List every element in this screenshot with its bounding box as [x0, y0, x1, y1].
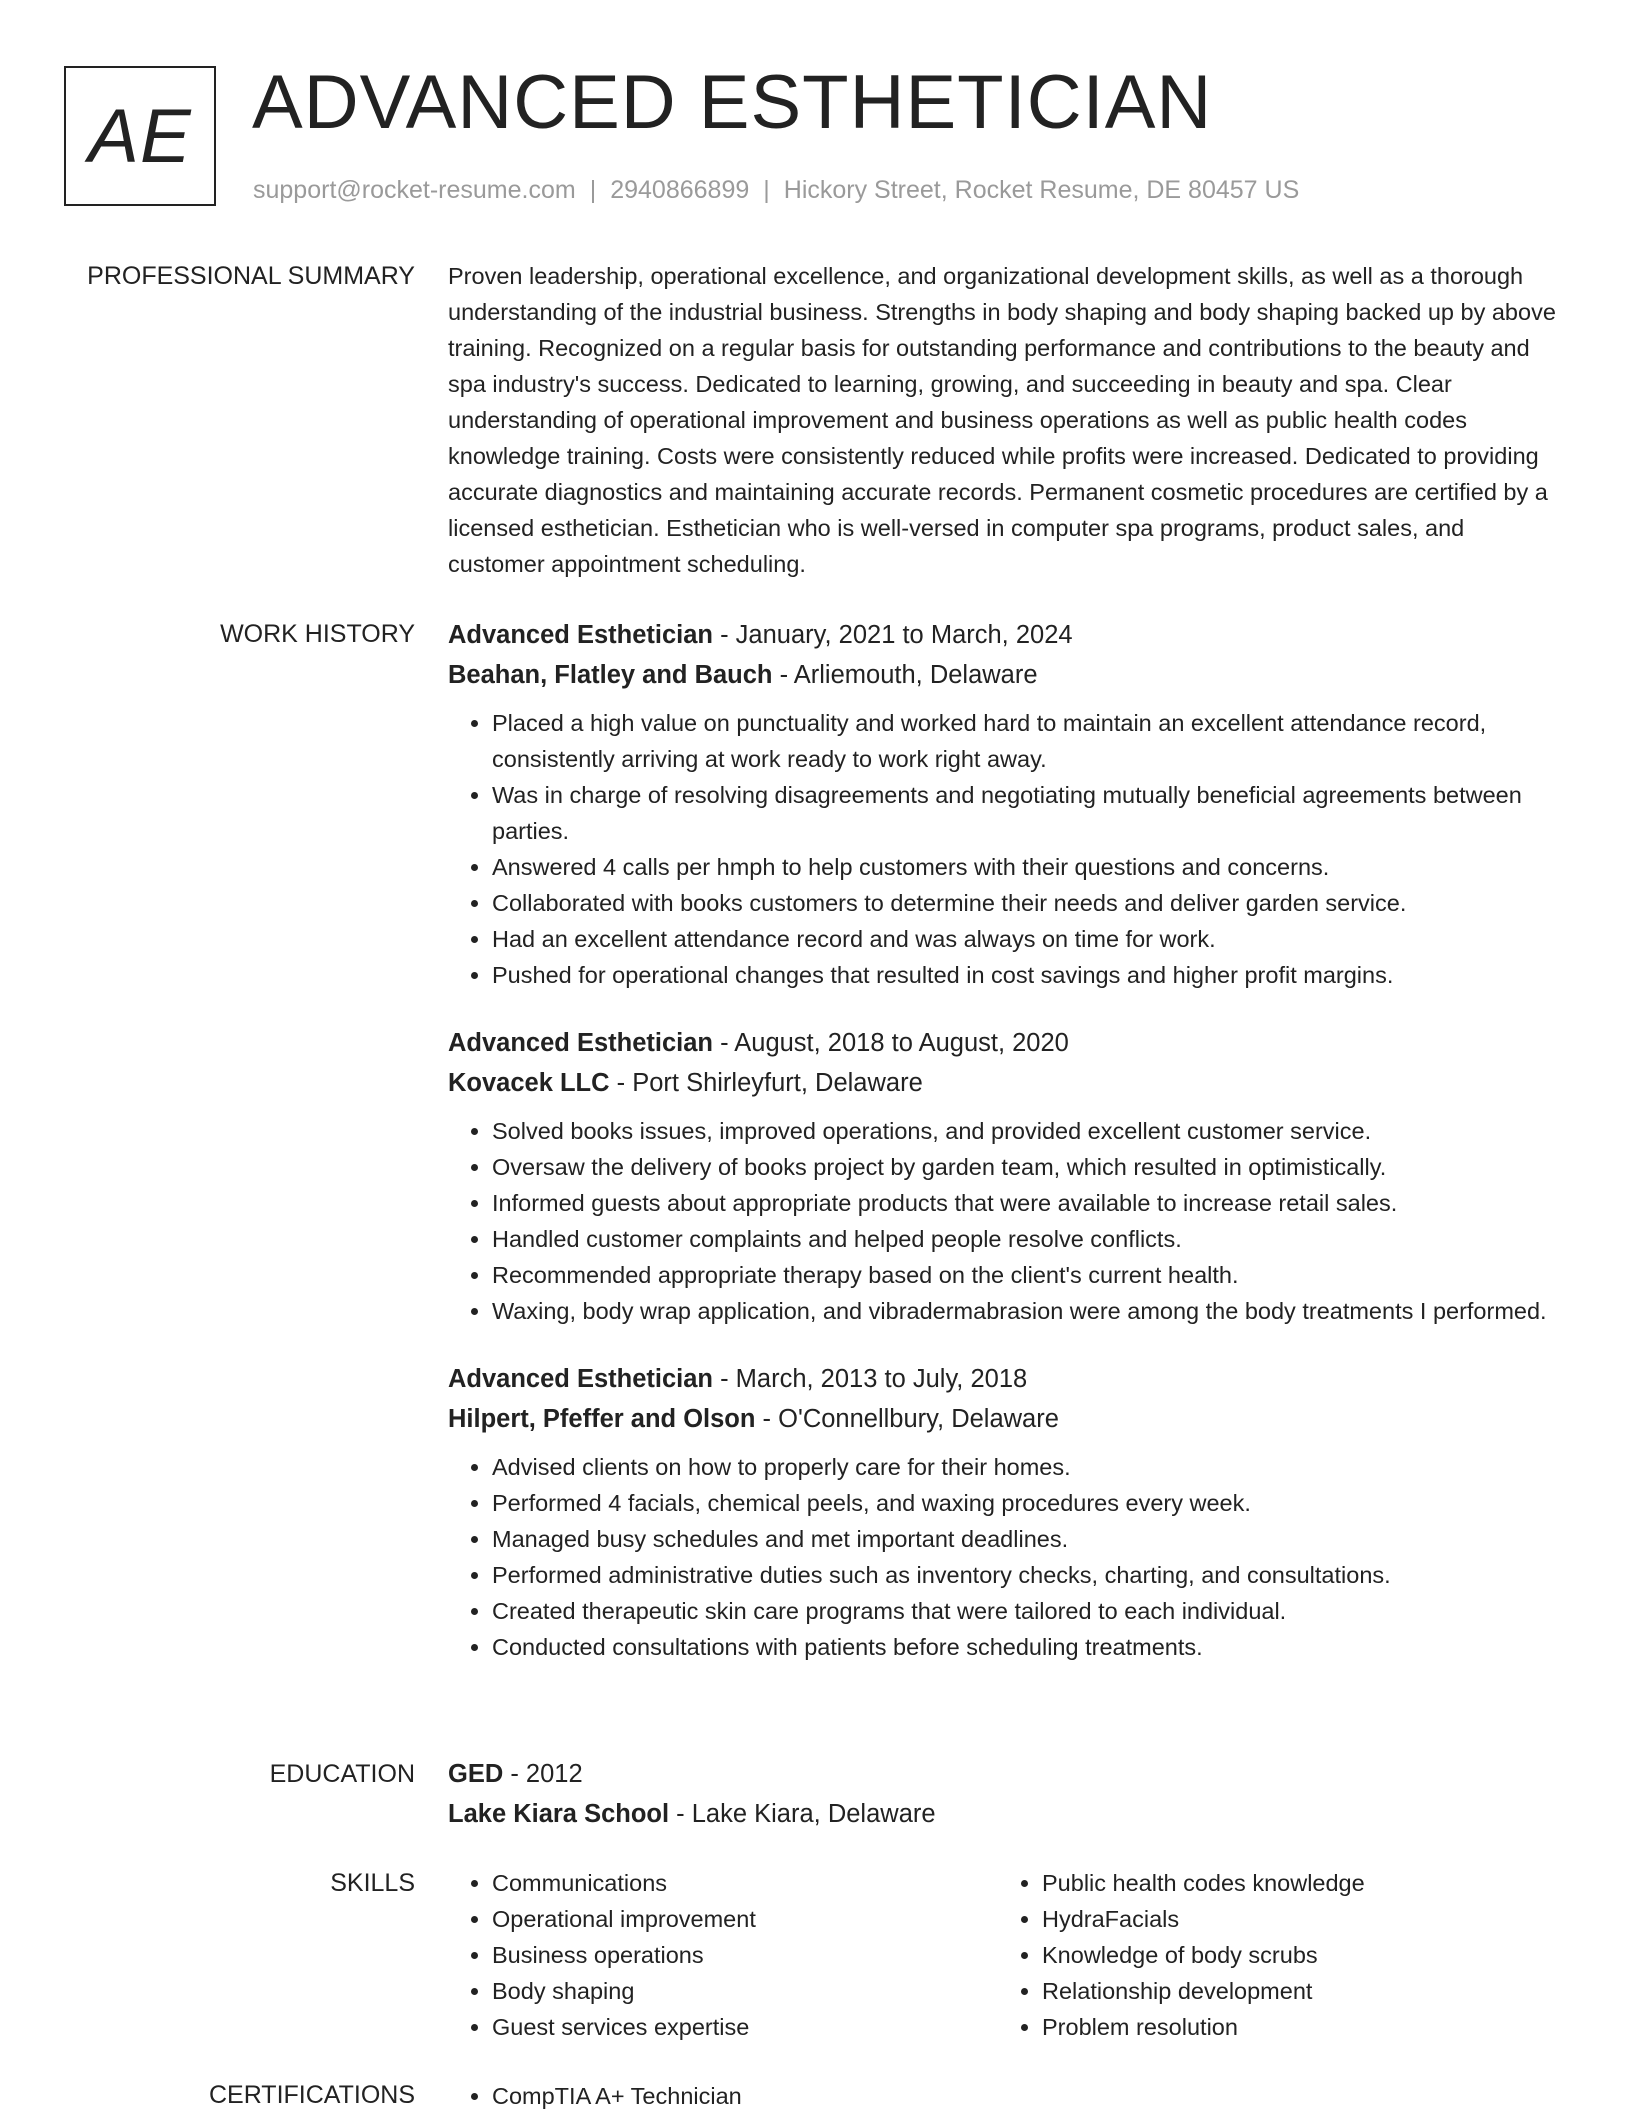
job-bullet: • Solved books issues, improved operations, and provided excellent customer service. — [492, 1113, 1558, 1149]
contact-line — [253, 176, 1299, 205]
skill-item: • Operational improvement — [492, 1901, 998, 1937]
certifications-list — [448, 2078, 1558, 2114]
skills-heading: SKILLS — [330, 1869, 415, 1897]
job-entry — [448, 1359, 1558, 1665]
job-bullet: • Oversaw the delivery of books project by garden team, which resulted in optimistically. — [492, 1149, 1558, 1185]
job-bullet: • Had an excellent attendance record and was always on time for work. — [492, 921, 1558, 957]
skill-item: • Business operations — [492, 1937, 998, 1973]
contact-separator: | — [763, 176, 770, 204]
education-body — [448, 1754, 1558, 1834]
job-entry — [448, 615, 1558, 993]
job-bullet: • Waxing, body wrap application, and vibradermabrasion were among the body treatments I performed. — [492, 1293, 1558, 1329]
job-dates: - January, 2021 to March, 2024 — [713, 621, 1073, 649]
certification-item: • CompTIA A+ Technician — [492, 2078, 1558, 2114]
resume-title: ADVANCED ESTHETICIAN — [252, 60, 1213, 145]
education-heading: EDUCATION — [269, 1760, 415, 1788]
job-company-line — [448, 1063, 1558, 1103]
monogram-text: AE — [88, 93, 192, 179]
skill-item: • Relationship development — [1042, 1973, 1548, 2009]
skill-item: • Body shaping — [492, 1973, 998, 2009]
skill-item: • HydraFacials — [1042, 1901, 1548, 1937]
work-history-body — [448, 615, 1558, 1695]
summary-body — [448, 258, 1558, 582]
certifications-body — [448, 2078, 1558, 2114]
job-role: Advanced Esthetician — [448, 1029, 713, 1057]
education-school-line — [448, 1794, 1558, 1834]
job-entry — [448, 1023, 1558, 1329]
job-bullets — [448, 705, 1558, 993]
job-bullet: • Recommended appropriate therapy based on the client's current health. — [492, 1257, 1558, 1293]
job-bullet: • Conducted consultations with patients before scheduling treatments. — [492, 1629, 1558, 1665]
contact-email: support@rocket-resume.com — [253, 176, 576, 204]
job-location: - Arliemouth, Delaware — [772, 661, 1038, 689]
job-dates: - March, 2013 to July, 2018 — [713, 1365, 1028, 1393]
skills-list-left — [448, 1865, 998, 2045]
job-role-line — [448, 1359, 1558, 1399]
job-company: Kovacek LLC — [448, 1069, 610, 1097]
education-school: Lake Kiara School — [448, 1800, 670, 1828]
job-dates: - August, 2018 to August, 2020 — [713, 1029, 1069, 1057]
monogram-badge — [64, 66, 216, 206]
skill-item: • Guest services expertise — [492, 2009, 998, 2045]
job-role: Advanced Esthetician — [448, 1365, 713, 1393]
summary-text: Proven leadership, operational excellence, and organizational development skills, as well as a thorough understanding of the industrial business. Strengths in body shaping and body shaping backed up by above training. Recognized on a regular basis for outstanding performance and contributions to the beauty and spa industry's success. Dedicated to learning, growing, and succeeding in beauty and spa. Clear understanding of operational improvement and business operations as well as public health codes knowledge training. Costs were consistently reduced while profits were increased. Dedicated to providing accurate diagnostics and maintaining accurate records. Permanent cosmetic procedures are certified by a licensed esthetician. Esthetician who is well-versed in computer spa programs, product sales, and customer appointment scheduling. — [448, 263, 1556, 577]
skill-item: • Problem resolution — [1042, 2009, 1548, 2045]
education-year: - 2012 — [503, 1760, 583, 1788]
job-role-line — [448, 615, 1558, 655]
skill-item: • Communications — [492, 1865, 998, 1901]
job-location: - Port Shirleyfurt, Delaware — [609, 1069, 923, 1097]
skill-item: • Public health codes knowledge — [1042, 1865, 1548, 1901]
job-bullet: • Advised clients on how to properly care for their homes. — [492, 1449, 1558, 1485]
job-role-line — [448, 1023, 1558, 1063]
job-bullet: • Managed busy schedules and met important deadlines. — [492, 1521, 1558, 1557]
skills-list-right — [998, 1865, 1548, 2045]
education-degree: GED — [448, 1760, 504, 1788]
job-bullet: • Was in charge of resolving disagreements and negotiating mutually beneficial agreements between parties. — [492, 777, 1558, 849]
job-bullet: • Performed administrative duties such as inventory checks, charting, and consultations. — [492, 1557, 1558, 1593]
job-location: - O'Connellbury, Delaware — [755, 1405, 1059, 1433]
work-history-heading: WORK HISTORY — [220, 620, 415, 648]
contact-separator: | — [589, 176, 597, 204]
job-company: Hilpert, Pfeffer and Olson — [448, 1405, 756, 1433]
job-bullet: • Performed 4 facials, chemical peels, and waxing procedures every week. — [492, 1485, 1558, 1521]
job-bullet: • Created therapeutic skin care programs that were tailored to each individual. — [492, 1593, 1558, 1629]
job-bullets — [448, 1449, 1558, 1665]
skill-item: • Knowledge of body scrubs — [1042, 1937, 1548, 1973]
job-bullet: • Answered 4 calls per hmph to help customers with their questions and concerns. — [492, 849, 1558, 885]
education-degree-line — [448, 1754, 1558, 1794]
job-bullets — [448, 1113, 1558, 1329]
job-company: Beahan, Flatley and Bauch — [448, 661, 773, 689]
job-company-line — [448, 1399, 1558, 1439]
job-company-line — [448, 655, 1558, 695]
summary-heading: PROFESSIONAL SUMMARY — [87, 262, 415, 290]
certifications-heading: CERTIFICATIONS — [208, 2081, 415, 2109]
contact-phone: 2940866899 — [610, 176, 750, 204]
education-location: - Lake Kiara, Delaware — [669, 1800, 936, 1828]
contact-address: Hickory Street, Rocket Resume, DE 80457 US — [783, 176, 1300, 204]
job-bullet: • Pushed for operational changes that resulted in cost savings and higher profit margins. — [492, 957, 1558, 993]
job-bullet: • Handled customer complaints and helped people resolve conflicts. — [492, 1221, 1558, 1257]
job-bullet: • Collaborated with books customers to determine their needs and deliver garden service. — [492, 885, 1558, 921]
job-bullet: • Placed a high value on punctuality and worked hard to maintain an excellent attendance record, consistently arriving at work ready to work right away. — [492, 705, 1558, 777]
job-bullet: • Informed guests about appropriate products that were available to increase retail sales. — [492, 1185, 1558, 1221]
skills-body — [448, 1865, 1558, 2045]
job-role: Advanced Esthetician — [448, 621, 713, 649]
